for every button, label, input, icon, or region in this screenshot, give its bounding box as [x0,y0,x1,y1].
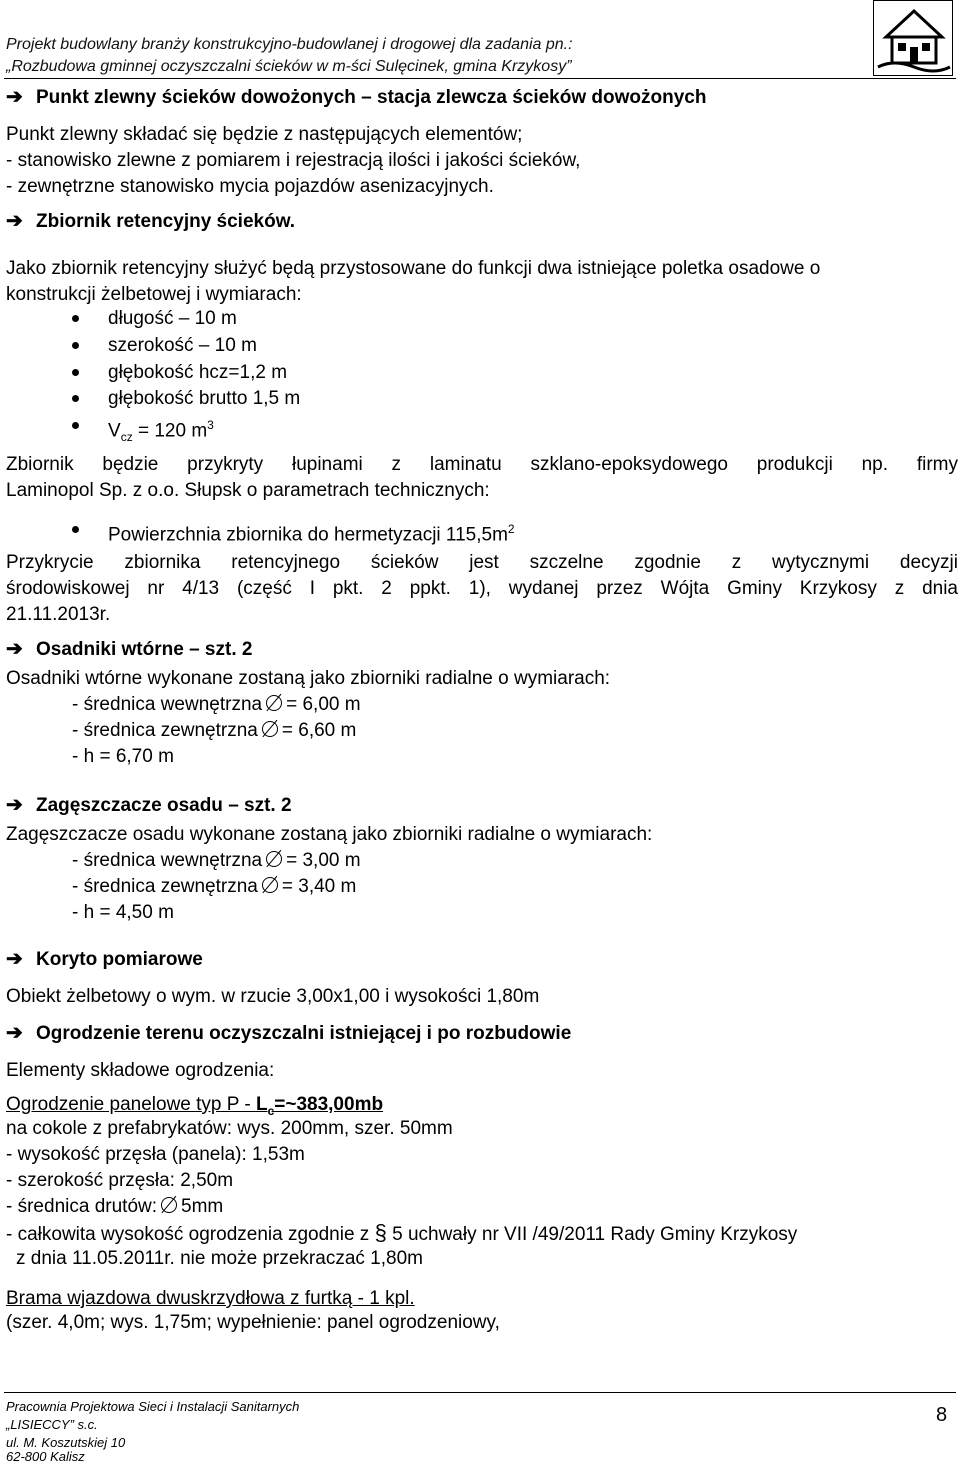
paragraph: Zagęszczacze osadu wykonane zostaną jako zbiorniki radialne o wymiarach: [6,824,653,845]
list-item: z dnia 11.05.2011r. nie może przekraczać 1,80m [16,1248,423,1269]
list-item: długość – 10 m [108,308,237,329]
list-item: - średnica zewnętrzna = 3,40 m [72,876,357,897]
header-line-1: Projekt budowlany branży konstrukcyjno-budowlanej i drogowej dla zadania pn.: [6,36,573,53]
list-item: - średnica zewnętrzna = 6,60 m [72,720,357,741]
list-item: szerokość – 10 m [108,335,257,356]
diameter-icon [266,851,282,867]
paragraph: na cokole z prefabrykatów: wys. 200mm, szer. 50mm [6,1118,453,1139]
bullet-icon [72,395,79,402]
list-item: - stanowisko zlewne z pomiarem i rejestracją ilości i jakości ścieków, [6,150,581,171]
footer-rule [4,1392,956,1393]
arrow-right-icon: ➔ [6,948,23,970]
list-item: - średnica wewnętrzna = 6,00 m [72,694,361,715]
section-heading: ➔ Zbiornik retencyjny ścieków. [6,210,296,232]
footer-line: Pracownia Projektowa Sieci i Instalacji Sanitarnych [6,1399,300,1414]
header-rule [4,78,956,79]
list-item: głębokość brutto 1,5 m [108,388,301,409]
paragraph: (szer. 4,0m; wys. 1,75m; wypełnienie: panel ogrodzeniowy, [6,1312,500,1333]
arrow-right-icon: ➔ [6,1022,23,1044]
arrow-right-icon: ➔ [6,86,23,108]
paragraph: środowiskowej nr 4/13 (część I pkt. 2 ppkt. 1), wydanej przez Wójta Gminy Krzykosy z dnia [6,578,958,599]
paragraph: Laminopol Sp. z o.o. Słupsk o parametrach technicznych: [6,480,490,501]
list-item: - średnica wewnętrzna = 3,00 m [72,850,361,871]
volume-item: $V_{cz} = 120$ $m^3$ [108,418,214,445]
list-item: - h = 4,50 m [72,902,174,923]
list-item: - wysokość przęsła (panela): 1,53m [6,1144,305,1165]
list-item: Powierzchnia zbiornika do hermetyzacji $115,5m^2$ [108,522,515,546]
arrow-right-icon: ➔ [6,210,23,232]
section-heading: ➔ Ogrodzenie terenu oczyszczalni istniejącej i po rozbudowie [6,1022,572,1044]
bullet-icon [72,342,79,349]
section-heading: ➔ Osadniki wtórne – szt. 2 [6,638,253,660]
diameter-icon [161,1197,177,1213]
bullet-icon [72,526,79,533]
diameter-icon [262,721,278,737]
paragraph: Ogrodzenie panelowe typ $P - L_c=\sim 383,00mb$ [6,1094,384,1118]
section-heading: ➔ Zagęszczacze osadu – szt. 2 [6,794,292,816]
company-logo [873,0,953,76]
diameter-icon [266,695,282,711]
paragraph: Elementy składowe ogrodzenia: [6,1060,275,1081]
page-number: 8 [936,1404,948,1426]
footer-line: „LISIECCY” s.c. [6,1417,98,1432]
paragraph: Obiekt żelbetowy o wym. w rzucie 3,00x1,00 i wysokości 1,80m [6,986,540,1007]
section-heading: ➔ Punkt zlewny ścieków dowożonych – stacja zlewcza ścieków dowożonych [6,86,707,108]
bullet-icon [72,369,79,376]
arrow-right-icon: ➔ [6,638,23,660]
section-sign-icon: § [374,1220,387,1245]
footer-line: ul. M. Koszutskiej 10 [6,1435,126,1450]
paragraph: Brama wjazdowa dwuskrzydłowa z furtką - 1 kpl. [6,1288,415,1309]
paragraph: Przykrycie zbiornika retencyjnego ścieków jest szczelne zgodnie z wytycznymi decyzji [6,552,958,573]
bullet-icon [72,315,79,322]
list-item: - h = 6,70 m [72,746,174,767]
list-item: - zewnętrzne stanowisko mycia pojazdów asenizacyjnych. [6,176,494,197]
bullet-icon [72,422,79,429]
list-item: głębokość hcz=1,2 m [108,362,288,383]
paragraph: Punkt zlewny składać się będzie z następujących elementów; [6,124,523,145]
list-item: - szerokość przęsła: 2,50m [6,1170,234,1191]
footer-line: 62-800 Kalisz [6,1449,85,1464]
header-line-2: „Rozbudowa gminnej oczyszczalni ścieków w m-ści Sulęcinek, gmina Krzykosy” [6,58,572,75]
paragraph: Jako zbiornik retencyjny służyć będą przystosowane do funkcji dwa istniejące poletka osadowe o [6,258,821,279]
paragraph: Osadniki wtórne wykonane zostaną jako zbiorniki radialne o wymiarach: [6,668,611,689]
list-item: - całkowita wysokość ogrodzenia zgodnie z § 5 uchwały nr VII /49/2011 Rady Gminy Krzykosy [6,1220,798,1245]
arrow-right-icon: ➔ [6,794,23,816]
diameter-icon [262,877,278,893]
paragraph: konstrukcji żelbetowej i wymiarach: [6,284,302,305]
list-item: - średnica drutów: 5mm [6,1196,224,1217]
paragraph: 21.11.2013r. [6,604,111,625]
paragraph: Zbiornik będzie przykryty łupinami z laminatu szklano-epoksydowego produkcji np. firmy [6,454,958,475]
section-heading: ➔ Koryto pomiarowe [6,948,203,970]
